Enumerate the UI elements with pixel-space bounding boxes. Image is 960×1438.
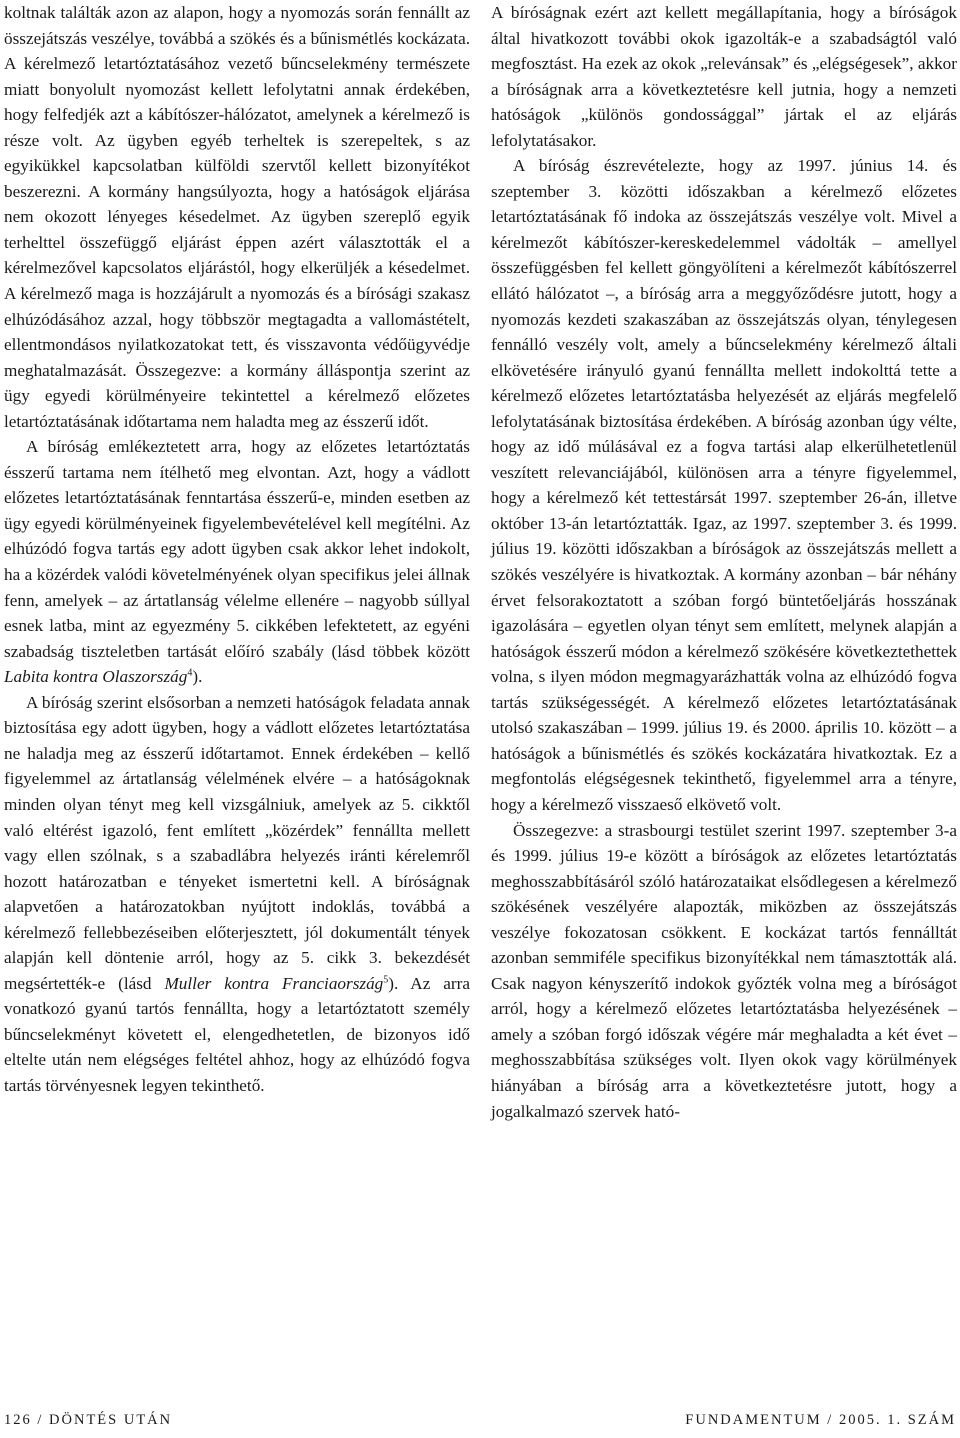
- right-column: [491, 0, 957, 1124]
- paragraph: [4, 434, 470, 689]
- footnote-ref[interactable]: 5: [383, 974, 389, 986]
- paragraph-tail: ).: [192, 667, 203, 687]
- paragraph: Összegezve: a strasbourgi testület szerint 1997. szeptember 3-a és 1999. július 19-e között a bíróságok az előzetes letartóztatás meghosszabbításáról szóló határozataikat elsődlegesen a kérelmező szökésének veszélyére alapozták, miközben az összejátszás veszélye fokozatosan csökkent. E kockázat tartós fennálltát azonban semmiféle specifikus bizonyítékkal nem támasztották alá. Csak nagyon kényszerítő indokok győzték volna meg a bíróságot arról, hogy a kérelmező előzetes letartóztatásba helyezésének – amely a szóban forgó időszak végére már meghaladta a két évet – meghosszabbítása szükséges volt. Ilyen okok vagy körülmények hiányában a bíróság arra a következtetésre jutott, hogy a jogalkalmazó szervek ható-: [491, 820, 957, 1121]
- paragraph: A bíróságnak ezért azt kellett megállapítania, hogy a bíróságok által hivatkozott további okok igazolták-e a szabadságtól való megfosztást. Ha ezek az okok „relevánsak” és „elégségesek”, akkor a bíróságnak arra a következtetésre kell jutnia, hogy a nemzeti hatóságok „különös gondossággal” jártak el az eljárás lefolytatásakor.: [491, 3, 957, 150]
- case-citation: Labita kontra Olaszország: [4, 667, 188, 687]
- paragraph-tail: ). Az arra vonatkozó gyanú tartós fennállta, hogy a letartóztatott személy bűncselekményt követett el, elengedhetetlen, de bizonyos idő eltelte után nem elégséges feltétel ahhoz, hogy az elhúzódó fogva tartás törvényesnek legyen tekinthető.: [4, 973, 470, 1095]
- case-citation: Muller kontra Franciaország: [164, 973, 384, 993]
- paragraph: koltnak találták azon az alapon, hogy a nyomozás során fennállt az összejátszás veszélye, továbbá a szökés és a bűnismétlés kockázata. A kérelmező letartóztatásához vezető bűncselekmény természete miatt bonyolult nyomozást kellett lefolytatni annak érdekében, hogy felfedjék azt a kábítószer-hálózatot, amelynek a kérelmező is része volt. Az ügyben egyéb terheltek is szerepeltek, s az egyikükkel kapcsolatban külföldi szervtől kellett bizonyítékot beszerezni. A kormány hangsúlyozta, hogy a hatóságok eljárása nem okozott lényeges késedelmet. Az ügyben szereplő egyik terhelttel összefüggő eljárást éppen azért választották el a kérelmezővel kapcsolatos eljárástól, hogy elkerüljék a késedelmet. A kérelmező maga is hozzájárult a nyomozás és a bírósági szakasz elhúzódásához azzal, hogy többször megtagadta a vallomástételt, ellentmondásos nyilatkozatokat tett, és visszavonta védőügyvédje meghatalmazását. Összegezve: a kormány álláspontja szerint az ügy egyedi körülményeire tekintettel a kérelmező előzetes letartóztatásának időtartama nem haladta meg az ésszerű időt.: [4, 3, 470, 431]
- paragraph: A bíróság észrevételezte, hogy az 1997. június 14. és szeptember 3. közötti időszakban a kérelmező előzetes letartóztatásának fő indoka az összejátszás veszélye volt. Mivel a kérelmezőt kábítószer-kereskedelemmel vádolták – amellyel összefüggésben fel kellett göngyölíteni a kérelmezőt kábítószerrel ellátó hálózatot –, a bíróság arra a meggyőződésre jutott, hogy a nyomozás kezdeti szakaszában az összejátszás olyan, ténylegesen fennálló veszély volt, amely a bűncselekmény kérelmező általi elkövetésére irányuló gyanú fennállta mellett indokolttá tette a kérelmező előzetes letartóztatásba helyezését az eljárás megfelelő lefolytatásának biztosítása érdekében. A bíróság azonban úgy vélte, hogy az idő múlásával ez a fogva tartási alap elkerülhetetlenül veszített relevanciájából, különösen arra a tényre figyelemmel, hogy a kérelmező két tettestársát 1997. szeptember 26-án, illetve október 13-án letartóztatták. Igaz, az 1997. szeptember 3. és 1999. július 19. közötti időszakban a bíróságok az összejátszás mellett a szökés veszélyére is hivatkoztak. A kormány azonban – bár néhány érvet felsorakoztatott a szóban forgó büntetőeljárás hosszának igazolására – egyetlen olyan tényt sem említett, melynek alapján a hatóságok ésszerű módon a kérelmező szökésére következtethettek volna, s ilyen módon megmagyarázhatták volna az elhúzódó fogva tartás szükségességét. A kérelmező előzetes letartóztatásának utolsó szakaszában – 1999. július 19. és 2000. április 10. között – a hatóságok a bűnismétlés és szökés kockázatára hivatkoztak. Ez a megfontolás elégségesnek tekinthető, figyelemmel arra a tényre, hogy a kérelmező visszaeső elkövető volt.: [491, 156, 957, 814]
- footer-page-section: 126 / DÖNTÉS UTÁN: [4, 1412, 173, 1428]
- footnote-ref[interactable]: 4: [187, 667, 193, 679]
- footer-journal-issue: FUNDAMENTUM / 2005. 1. SZÁM: [685, 1412, 956, 1428]
- left-column: [4, 0, 470, 1099]
- paragraph-text: A bíróság emlékeztetett arra, hogy az előzetes letartóztatás ésszerű tartama nem ítélhető meg elvontan. Azt, hogy a vádlott előzetes letartóztatásának fenntartása ésszerű-e, minden esetben az ügy egyedi körülményeinek figyelembevételével kell megítélni. Az elhúzódó fogva tartás egy adott ügyben csak akkor lehet indokolt, ha a közérdek valódi követelményének olyan specifikus jelei állnak fenn, amelyek – az ártatlanság vélelme ellenére – nagyobb súllyal esnek latba, mint az egyezmény 5. cikkében lefektetett, az egyéni szabadság tiszteletben tartását előíró szabály (lásd többek között: [4, 437, 470, 661]
- paragraph: [4, 690, 470, 1099]
- paragraph-text: A bíróság szerint elsősorban a nemzeti hatóságok feladata annak biztosítása egy adott ügyben, hogy a vádlott előzetes letartóztatása ne haladja meg az ésszerű időtartamot. Ennek érdekében – kellő figyelemmel az ártatlanság vélelmének elvére – a hatóságoknak minden olyan tényt meg kell vizsgálniuk, amelyek az 5. cikktől való eltérést igazoló, fent említett „közérdek” fennállta mellett vagy ellen szólnak, s a szabadlábra helyezés iránti kérelemről hozott határozatban e tényeket ismertetni kell. A bíróságnak alapvetően a határozatokban nyújtott indoklás, továbbá a kérelmező fellebbezéseiben előterjesztett, jól dokumentált tények alapján kell döntenie arról, hogy az 5. cikk 3. bekezdését megsértették-e (lásd: [4, 692, 470, 993]
